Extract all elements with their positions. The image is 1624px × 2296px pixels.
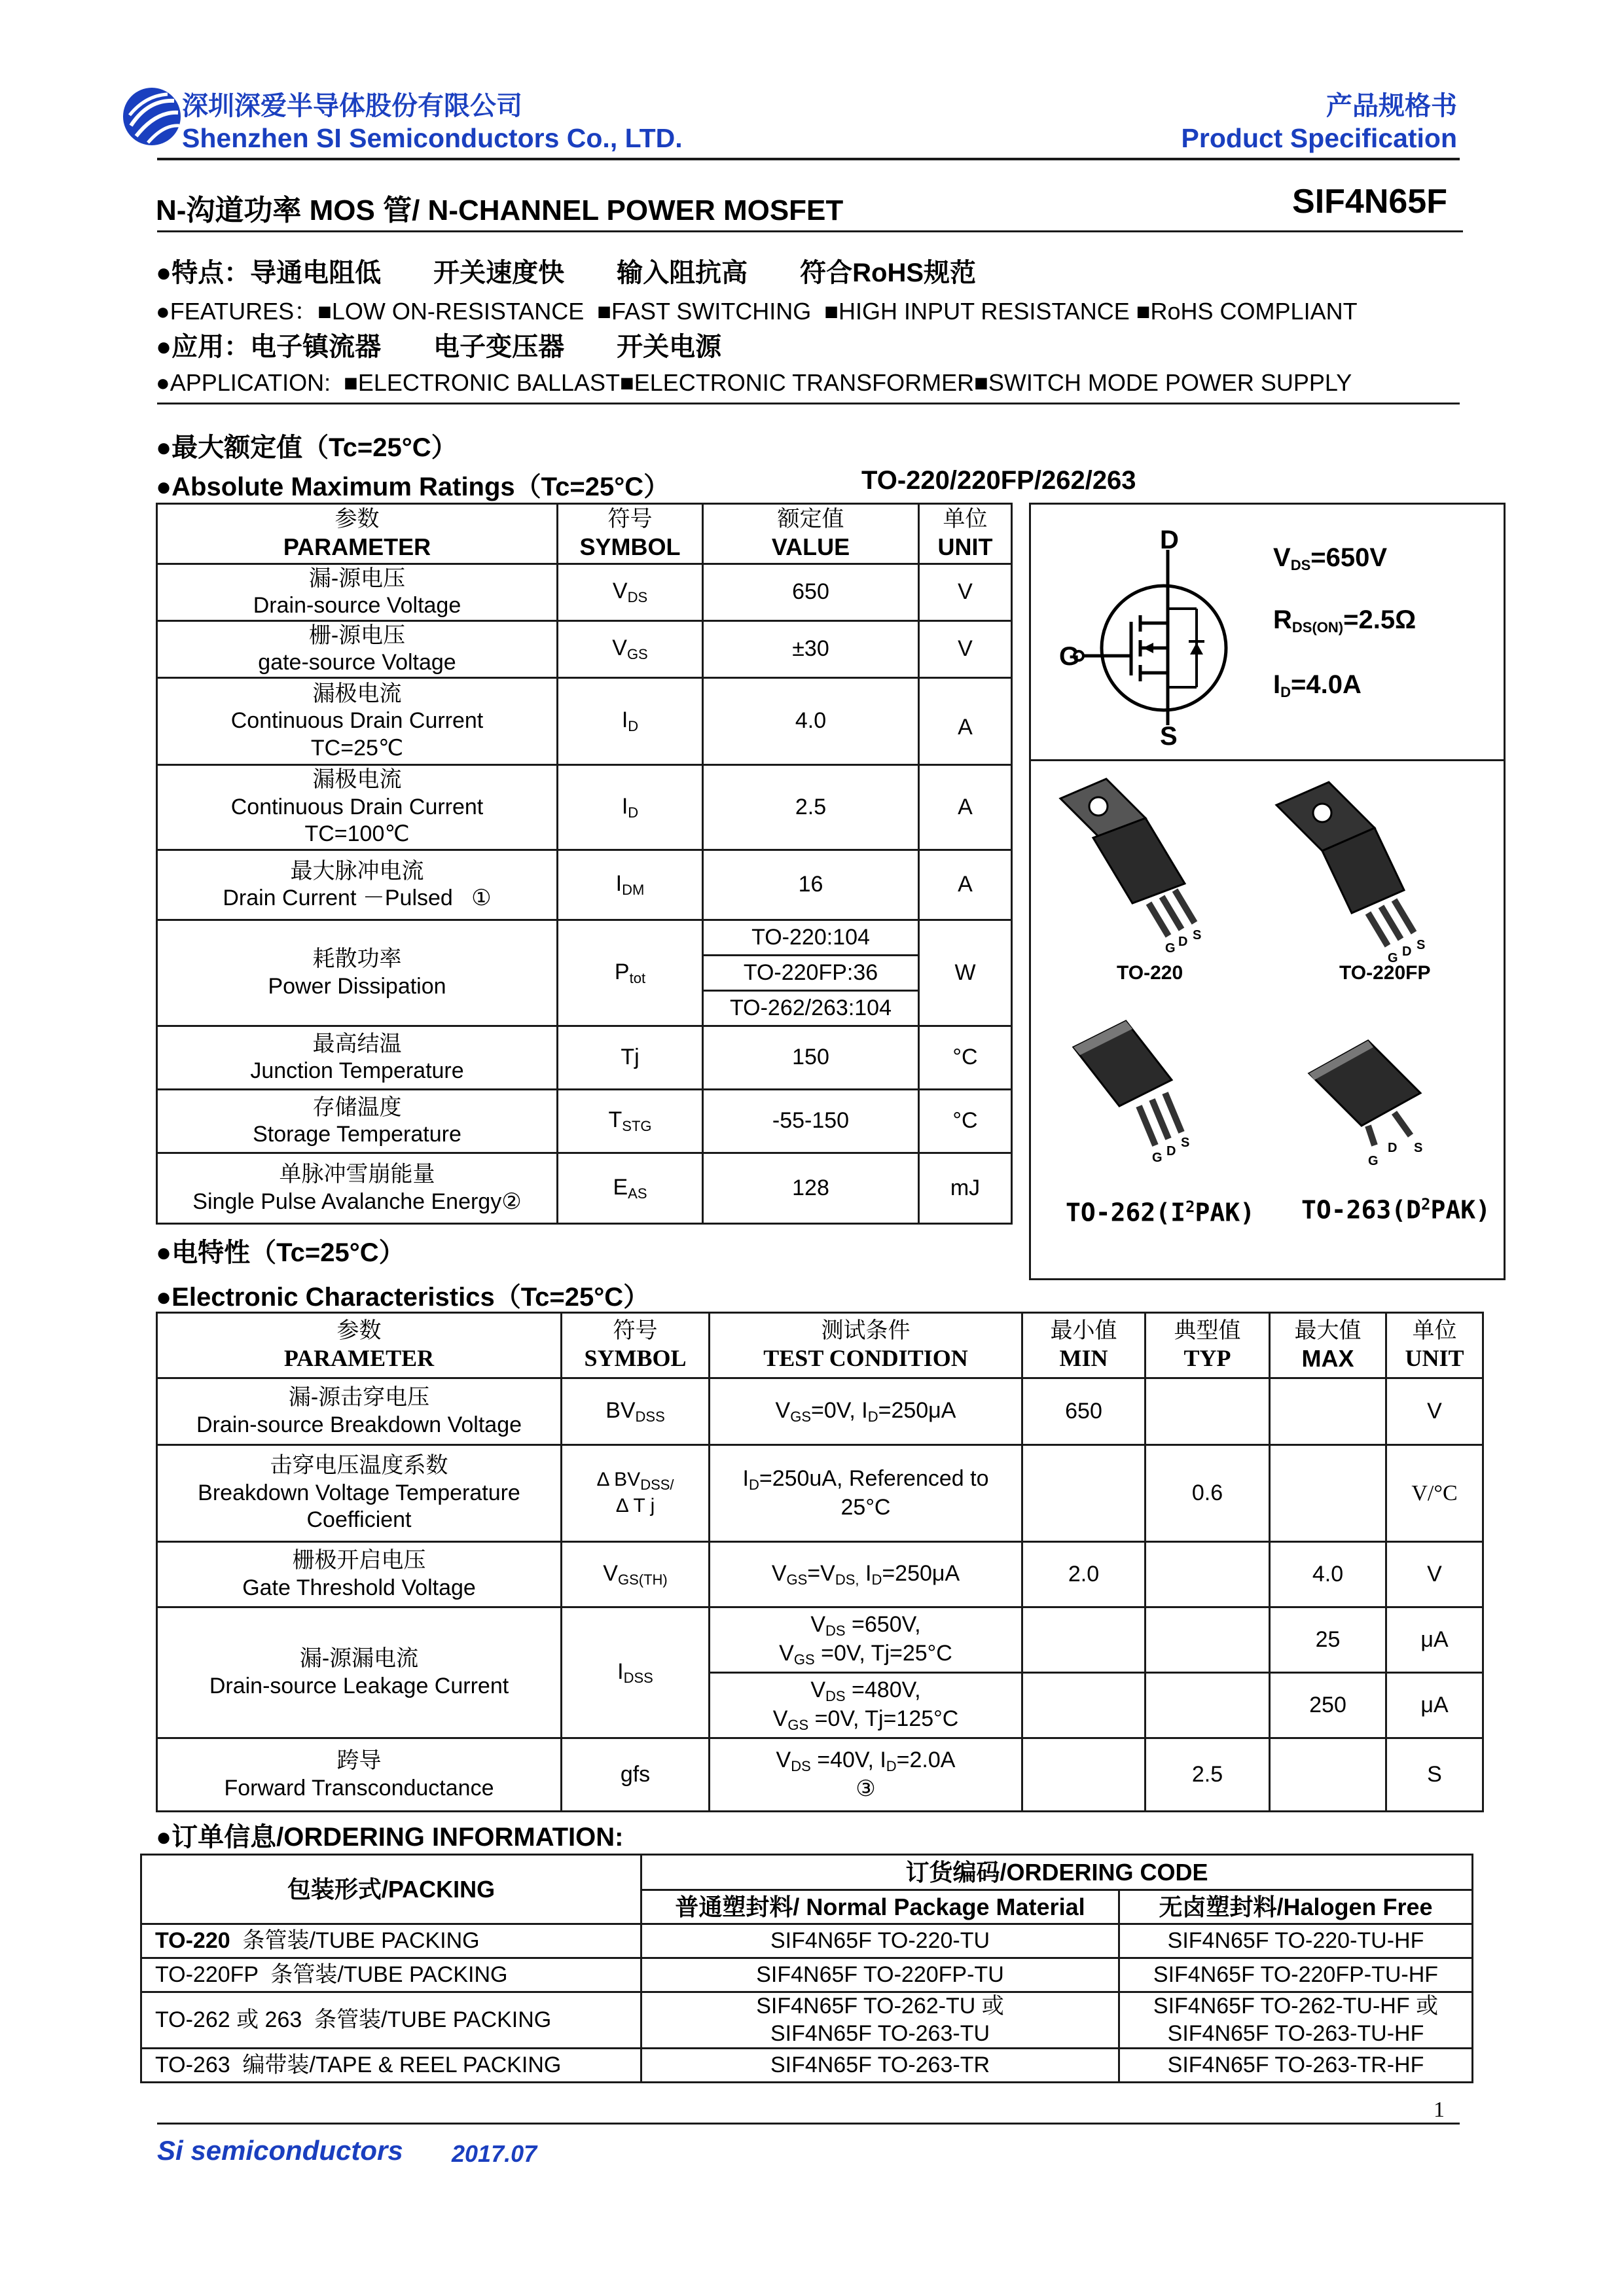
spec-vds: $V_{DS}=650V$ bbox=[1273, 543, 1388, 573]
table-row: 耗散功率 Power Dissipation $P_{tot}$ TO-220:104 W bbox=[157, 920, 1012, 956]
col-header-typ: 典型值 TYP bbox=[1146, 1313, 1270, 1378]
table-row: 漏极电流 Continuous Drain Current TC=25℃ $I_D$ 4.0 A bbox=[157, 678, 1012, 765]
col-header-halogen: 无卤塑封料/Halogen Free bbox=[1119, 1890, 1473, 1924]
electrical-heading-cn: ●电特性（Tc=25°C） bbox=[156, 1238, 405, 1267]
table-row: TO-263 编带装/TAPE & REEL PACKING SIF4N65F TO-263-TR SIF4N65F TO-263-TR-HF bbox=[141, 2049, 1473, 2083]
svg-text:G: G bbox=[1165, 941, 1176, 956]
col-header-value: 额定值 VALUE bbox=[703, 504, 919, 564]
table-row: 跨导 Forward Transconductance gfs $V_{DS} =40V$, $I_D=2.0A$ ③ 2.5 S bbox=[157, 1738, 1483, 1812]
spec-rds-on: $R_{DS(ON)}=2.5\Omega$ bbox=[1273, 605, 1416, 636]
col-header-parameter: 参数 PARAMETER bbox=[157, 1313, 562, 1378]
col-header-symbol: 符号 SYMBOL bbox=[562, 1313, 710, 1378]
table-row: TO-262 或 263 条管装/TUBE PACKING SIF4N65F TO-262-TU 或 SIF4N65F TO-263-TU SIF4N65F TO-262-TU-HF 或 SIF4N65F TO-263-TU-HF bbox=[141, 1992, 1473, 2049]
mosfet-symbol-icon bbox=[1059, 524, 1229, 746]
application-cn-item: 电子变压器 bbox=[433, 332, 565, 361]
abs-max-table: 参数 PARAMETER 符号 SYMBOL 额定值 VALUE 单位 UNIT 漏-源电压 Drain-source Voltage $V_{DS}$ 650 V 栅-源电压 gate-source Voltage $V_{GS}$ ±30 V 漏极电流 Continuous Drain Current TC=25℃ $I_D$ 4.0 A 漏极电流 Continuous Drain Current TC=100℃ $I_D$ 2.5 A 最大脉冲电流 Drain Current －Pulsed ① $I_{DM}$ 16 A 耗散功率 Power Dissipation $P_{tot}$ TO-220:104 W TO-220FP:36 TO-262/263:104 最高结温 Junction Temperature Tj 150 °C 存储温度 Storage Temperature $T_{STG}$ -55-150 °C 单脉冲雪崩能量 Single Pulse Avalanche Energy② $E_{AS}$ 128 mJ bbox=[156, 503, 1013, 1225]
electrical-heading-en: ●Electronic Characteristics（Tc=25°C） bbox=[156, 1283, 650, 1312]
svg-text:D: D bbox=[1402, 944, 1412, 959]
pin-s-label: S bbox=[1160, 722, 1178, 746]
electrical-table bbox=[156, 1312, 1484, 1812]
features-cn-prefix: ●特点： bbox=[156, 259, 251, 287]
table-row: 漏极电流 Continuous Drain Current TC=100℃ $I_D$ 2.5 A bbox=[157, 765, 1012, 850]
svg-text:S: S bbox=[1416, 938, 1426, 952]
table-row: 漏-源漏电流 Drain-source Leakage Current $I_{DSS}$ $V_{DS} =650V$, $V_{GS} =0V$, Tj=25°C 25 μA bbox=[157, 1607, 1483, 1673]
feature-cn-item: 开关速度快 bbox=[433, 259, 565, 287]
company-name-cn: 深圳深爱半导体股份有限公司 bbox=[182, 92, 522, 120]
table-row: TO-220FP 条管装/TUBE PACKING SIF4N65F TO-220FP-TU SIF4N65F TO-220FP-TU-HF bbox=[141, 1958, 1473, 1992]
col-header-packing: 包装形式/PACKING bbox=[141, 1855, 641, 1924]
svg-text:G: G bbox=[1388, 951, 1398, 965]
table-row: TO-220 条管装/TUBE PACKING SIF4N65F TO-220-TU SIF4N65F TO-220-TU-HF bbox=[141, 1924, 1473, 1958]
figure-divider bbox=[1029, 759, 1506, 761]
svg-text:S: S bbox=[1414, 1141, 1423, 1155]
col-header-parameter: 参数 PARAMETER bbox=[157, 504, 558, 564]
feature-cn-item: 输入阻抗高 bbox=[617, 259, 748, 287]
to262-package-icon bbox=[1060, 1008, 1257, 1204]
col-header-min: 最小值 MIN bbox=[1022, 1313, 1146, 1378]
doc-type-cn: 产品规格书 bbox=[1326, 92, 1457, 120]
footer-divider bbox=[157, 2123, 1460, 2125]
table-row: 栅极开启电压 Gate Threshold Voltage $V_{GS(TH)}$ $V_{GS}=V_{DS,}$ $I_D=250\mu A$ 2.0 4.0 V bbox=[157, 1542, 1483, 1607]
table-row: 单脉冲雪崩能量 Single Pulse Avalanche Energy② $E_{AS}$ 128 mJ bbox=[157, 1153, 1012, 1224]
ordering-heading: ●订单信息/ORDERING INFORMATION: bbox=[156, 1823, 624, 1852]
page-number: 1 bbox=[1434, 2098, 1445, 2122]
pin-g-label: G bbox=[1059, 642, 1080, 671]
application-cn-item: 电子镇流器 bbox=[250, 332, 382, 361]
title-divider bbox=[157, 230, 1463, 232]
table-row: 栅-源电压 gate-source Voltage $V_{GS}$ ±30 V bbox=[157, 621, 1012, 678]
table-row: 漏-源击穿电压 Drain-source Breakdown Voltage $BV_{DSS}$ $V_{GS}=0V$, $I_D=250\mu A$ 650 V bbox=[157, 1378, 1483, 1445]
col-header-ordering-code: 订货编码/ORDERING CODE bbox=[641, 1855, 1473, 1890]
package-label-to220fp: TO-220FP bbox=[1339, 962, 1431, 984]
table-row: 漏-源电压 Drain-source Voltage $V_{DS}$ 650 V bbox=[157, 564, 1012, 621]
col-header-max: 最大值 MAX bbox=[1270, 1313, 1386, 1378]
table-row: 存储温度 Storage Temperature $T_{STG}$ -55-150 °C bbox=[157, 1090, 1012, 1153]
application-cn-item: 开关电源 bbox=[617, 332, 722, 361]
features-en: ●FEATURES：■LOW ON-RESISTANCE ■FAST SWITCHING ■HIGH INPUT RESISTANCE ■RoHS COMPLIANT bbox=[156, 298, 1358, 325]
col-header-unit: 单位 UNIT bbox=[1386, 1313, 1483, 1378]
svg-text:D: D bbox=[1166, 1144, 1176, 1158]
col-header-symbol: 符号 SYMBOL bbox=[558, 504, 703, 564]
package-label-to263: $TO-263(D^2PAK)$ bbox=[1301, 1195, 1490, 1225]
col-header-unit: 单位 UNIT bbox=[919, 504, 1012, 564]
header-divider bbox=[157, 158, 1460, 160]
application-cn-prefix: ●应用： bbox=[156, 332, 251, 361]
svg-text:S: S bbox=[1193, 928, 1202, 942]
abs-max-heading-cn: ●最大额定值（Tc=25°C） bbox=[156, 433, 458, 462]
svg-text:D: D bbox=[1178, 935, 1188, 949]
to220-package-icon bbox=[1047, 772, 1244, 982]
col-header-normal: 普通塑封料/ Normal Package Material bbox=[641, 1890, 1119, 1924]
abs-max-heading-en: ●Absolute Maximum Ratings（Tc=25°C） bbox=[156, 473, 670, 501]
table-row: 最大脉冲电流 Drain Current －Pulsed ① $I_{DM}$ 16 A bbox=[157, 850, 1012, 920]
package-label-to220: TO-220 bbox=[1117, 962, 1183, 984]
company-name-en: Shenzhen SI Semiconductors Co., LTD. bbox=[182, 123, 683, 153]
table-row: 最高结温 Junction Temperature Tj 150 °C bbox=[157, 1026, 1012, 1090]
to220fp-package-icon bbox=[1263, 772, 1460, 982]
svg-text:D: D bbox=[1388, 1141, 1398, 1155]
table-row: 击穿电压温度系数 Breakdown Voltage Temperature Coefficient Δ $BV_{DSS/}$ Δ T j $I_D=250uA$, Referenced to 25°C 0.6 V/°C bbox=[157, 1445, 1483, 1542]
svg-text:G: G bbox=[1152, 1151, 1163, 1165]
doc-type-en: Product Specification bbox=[1181, 123, 1457, 153]
abs-max-packages: TO-220/220FP/262/263 bbox=[861, 466, 1136, 495]
part-number: SIF4N65F bbox=[1292, 183, 1447, 221]
footer-company: Si semiconductors bbox=[157, 2135, 403, 2166]
application-divider bbox=[157, 403, 1460, 404]
svg-text:G: G bbox=[1368, 1154, 1379, 1168]
spec-id: $I_D=4.0A$ bbox=[1273, 670, 1362, 700]
table-row: $V_{DS} =480V$, $V_{GS} =0V$, Tj=125°C 250 μA bbox=[157, 1673, 1483, 1738]
to263-package-icon bbox=[1296, 1021, 1466, 1191]
page-title: N-沟道功率 MOS 管/ N-CHANNEL POWER MOSFET bbox=[156, 194, 844, 226]
features-cn bbox=[156, 252, 1028, 289]
col-header-condition: 测试条件 TEST CONDITION bbox=[710, 1313, 1022, 1378]
pin-d-label: D bbox=[1160, 526, 1179, 554]
footer-date: 2017.07 bbox=[452, 2140, 537, 2167]
package-label-to262: $TO-262(I^2PAK)$ bbox=[1066, 1198, 1255, 1227]
application-cn bbox=[156, 326, 774, 363]
application-en: ●APPLICATION: ■ELECTRONIC BALLAST■ELECTRONIC TRANSFORMER■SWITCH MODE POWER SUPPLY bbox=[156, 369, 1352, 396]
svg-text:S: S bbox=[1181, 1136, 1190, 1150]
company-logo-icon bbox=[122, 86, 182, 147]
feature-cn-item: 导通电阻低 bbox=[250, 259, 382, 287]
feature-cn-item: 符合RoHS规范 bbox=[800, 259, 977, 287]
ordering-table bbox=[140, 1854, 1473, 2083]
